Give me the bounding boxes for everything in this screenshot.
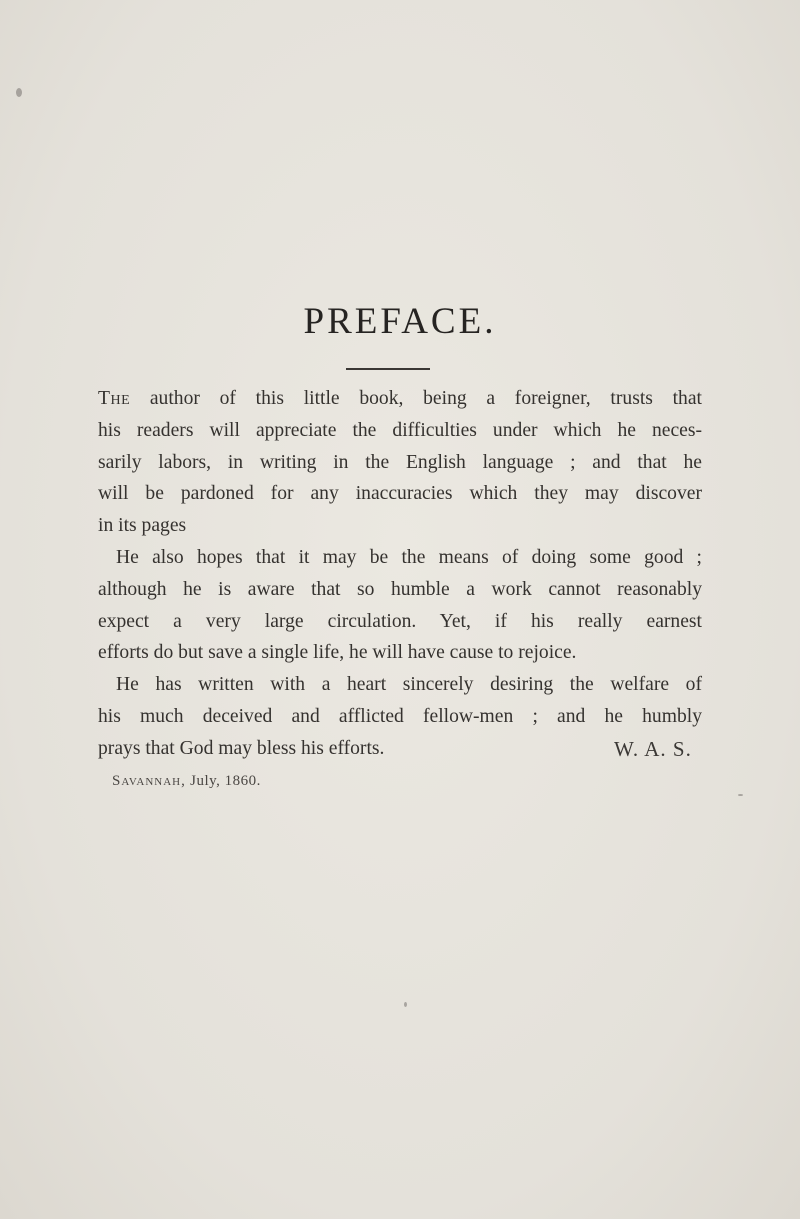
text-line: efforts do but save a single life, he will have cause to rejoice. bbox=[98, 642, 577, 664]
page-title: PREFACE. bbox=[303, 301, 497, 342]
text-line: sarily labors, in writing in the English language ; and that he bbox=[98, 451, 702, 473]
lead-word: The bbox=[98, 388, 131, 409]
text-line: in its pages bbox=[98, 515, 187, 537]
place-date bbox=[112, 773, 261, 790]
text-line bbox=[98, 383, 702, 415]
text-line: prays that God may bless his efforts. bbox=[98, 737, 385, 759]
author-initials: W. A. S. bbox=[614, 737, 692, 761]
print-speck bbox=[738, 794, 743, 796]
text-line: although he is aware that so humble a work cannot reasonably bbox=[98, 578, 702, 600]
text-line: his readers will appreciate the difficulties under which he neces- bbox=[98, 419, 702, 441]
text-line: will be pardoned for any inaccuracies which they may discover bbox=[98, 483, 702, 505]
place: Savannah, bbox=[112, 773, 186, 789]
preface-body bbox=[98, 383, 702, 765]
print-speck bbox=[16, 88, 22, 97]
text-line: his much deceived and afflicted fellow-men ; and he humbly bbox=[98, 705, 702, 727]
title-divider bbox=[346, 368, 430, 370]
date: July, 1860. bbox=[190, 773, 261, 789]
text-line: expect a very large circulation. Yet, if his really earnest bbox=[98, 610, 702, 632]
print-speck bbox=[404, 1002, 407, 1007]
text-line: He also hopes that it may be the means of doing some good ; bbox=[116, 546, 702, 568]
line-text: author of this little book, being a foreigner, trusts that bbox=[130, 388, 702, 409]
text-line: He has written with a heart sincerely desiring the welfare of bbox=[116, 674, 702, 696]
